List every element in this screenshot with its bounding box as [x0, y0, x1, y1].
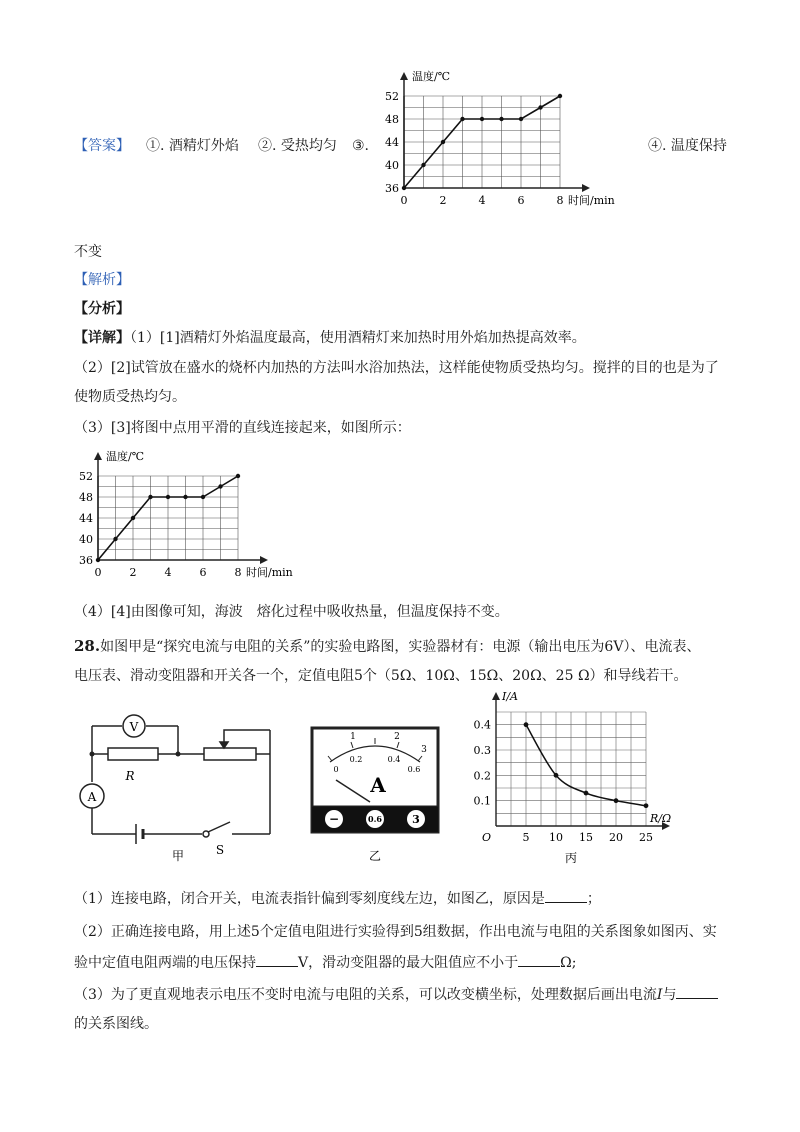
y-axis-label: 温度/℃ [412, 70, 451, 83]
q28-sub3-var: I [656, 987, 663, 1003]
q28-sub3-text: （3）为了更直观地表示电压不变时电流与电阻的关系，可以改变横坐标，处理数据后画出电流 [74, 987, 657, 1003]
data-point [584, 791, 589, 796]
q28-sub3-with: 与 [662, 987, 677, 1003]
scale-small-06: 0.6 [407, 765, 421, 774]
section-fenxi: 【分析】 [74, 301, 130, 317]
detail-p2b: 使物质受热均匀。 [74, 389, 186, 405]
ammeter-label: A [87, 790, 97, 804]
y-tick-label: 40 [79, 533, 93, 546]
y-axis-arrow [492, 692, 500, 700]
detail-p3: （3）[3]将图中点用平滑的直线连接起来，如图所示： [74, 420, 411, 436]
terminal-minus: − [328, 812, 340, 826]
x-tick-label: 0 [94, 566, 102, 579]
data-point [524, 722, 529, 727]
temperature-chart-answer [368, 64, 618, 214]
q28-line1 [74, 636, 700, 657]
switch-label: S [215, 843, 225, 857]
x-tick-label: 20 [609, 831, 623, 844]
answer-4: ④. 温度保持 [648, 138, 727, 154]
section-xiangjie: 【详解】 [74, 330, 130, 346]
origin-label: O [482, 831, 492, 844]
y-tick-label: 52 [79, 470, 93, 483]
x-axis-arrow [582, 184, 590, 192]
terminal-3: 3 [412, 813, 420, 826]
q28-sub3a [74, 984, 718, 1005]
detail-p1 [74, 328, 586, 348]
ammeter-dial [308, 722, 444, 866]
data-point [538, 105, 542, 109]
scale-small-04: 0.4 [387, 755, 401, 764]
answer-1: ①. 酒精灯外焰 [146, 138, 239, 154]
data-point [166, 495, 170, 499]
y-tick-label: 48 [385, 113, 399, 126]
scale-small-0: 0 [333, 765, 339, 774]
q28-line2: 电压表、滑动变阻器和开关各一个，定值电阻5个（5Ω、10Ω、15Ω、20Ω、25 Ω）和导线若干。 [74, 668, 688, 684]
data-point [131, 516, 135, 520]
meter-unit: A [370, 773, 386, 797]
scale-top-1: 1 [350, 732, 356, 742]
x-tick-label: 6 [199, 566, 207, 579]
current-resistance-chart [462, 690, 694, 868]
answer-3: ③. [352, 138, 370, 154]
x-axis-label: 时间/min [568, 194, 615, 207]
blank-1[interactable] [545, 888, 587, 903]
q28-line1-text: 如图甲是“探究电流与电阻的关系”的实验电路图，实验器材有：电源（输出电压为6V）、电流表、 [100, 639, 701, 655]
data-point [113, 537, 117, 541]
data-point [554, 773, 559, 778]
scale-top-2: 2 [394, 732, 400, 742]
q28-sub2-mid: V，滑动变阻器的最大阻值应不小于 [298, 955, 519, 971]
blank-2[interactable] [256, 952, 298, 967]
data-point [183, 495, 187, 499]
x-axis-arrow [260, 556, 268, 564]
data-point [644, 803, 649, 808]
q28-sub2-end: Ω; [560, 955, 577, 971]
x-axis-label: R/Ω [650, 812, 672, 825]
y-axis-label: 温度/℃ [106, 450, 145, 463]
temperature-chart-detail [74, 448, 324, 590]
y-tick-label: 48 [79, 491, 93, 504]
x-tick-label: 25 [639, 831, 653, 844]
x-axis-label: 时间/min [246, 566, 293, 579]
y-tick-label: 52 [385, 90, 399, 103]
circuit-diagram [74, 708, 280, 866]
resistor-r [108, 748, 158, 760]
x-tick-label: 4 [478, 194, 486, 207]
q28-sub2a: （2）正确连接电路，用上述5个定值电阻进行实验得到5组数据，作出电流与电阻的关系图象如图丙、实 [74, 924, 717, 940]
x-tick-label: 2 [129, 566, 137, 579]
data-point [148, 495, 152, 499]
y-tick-label: 0.2 [473, 769, 491, 783]
y-axis-arrow [94, 452, 102, 460]
data-point [201, 495, 205, 499]
detail-p2a: （2）[2]试管放在盛水的烧杯内加热的方法叫水浴加热法，这样能使物质受热均匀。搅拌的目的也是为了 [74, 360, 719, 376]
data-point [402, 186, 406, 190]
meter-caption: 乙 [368, 849, 382, 863]
circuit-caption: 甲 [171, 849, 185, 863]
q28-number: 28. [74, 637, 101, 655]
scale-small-02: 0.2 [349, 755, 363, 764]
data-point [460, 117, 464, 121]
x-tick-label: 8 [234, 566, 242, 579]
data-point [519, 117, 523, 121]
terminal-06: 0.6 [368, 814, 382, 824]
x-tick-label: 2 [439, 194, 447, 207]
x-tick-label: 6 [517, 194, 525, 207]
data-point [480, 117, 484, 121]
y-tick-label: 0.1 [473, 794, 491, 808]
rheostat [204, 748, 256, 760]
y-tick-label: 0.3 [473, 744, 491, 757]
answer-2: ②. 受热均匀 [258, 138, 337, 154]
detail-p4: （4）[4]由图像可知，海波 熔化过程中吸收热量，但温度保持不变。 [74, 604, 509, 620]
y-axis-arrow [400, 72, 408, 80]
data-point [218, 484, 222, 488]
x-tick-label: 0 [400, 194, 408, 207]
q28-sub1 [74, 888, 601, 909]
blank-3[interactable] [518, 952, 560, 967]
detail-p1-text: （1）[1]酒精灯外焰温度最高，使用酒精灯来加热时用外焰加热提高效率。 [130, 330, 586, 346]
y-tick-label: 0.4 [473, 718, 491, 732]
section-jiexi: 【解析】 [74, 272, 130, 288]
q28-sub2-text: 验中定值电阻两端的电压保持 [74, 955, 256, 971]
scale-top-3: 3 [421, 745, 427, 755]
answer-tag: 【答案】 [74, 138, 130, 154]
y-tick-label: 44 [79, 512, 93, 525]
q28-sub1-end: ； [586, 891, 601, 907]
x-tick-label: 5 [522, 831, 530, 844]
q28-sub3b: 的关系图线。 [74, 1016, 158, 1032]
data-point [441, 140, 445, 144]
q28-sub2b [74, 952, 576, 973]
q28-sub1-text: （1）连接电路，闭合开关，电流表指针偏到零刻度线左边，如图乙，原因是 [74, 891, 545, 907]
y-tick-label: 36 [385, 182, 399, 195]
data-point [499, 117, 503, 121]
y-tick-label: 36 [79, 554, 93, 567]
blank-4[interactable] [676, 984, 718, 999]
answer-4-continued: 不变 [74, 244, 102, 260]
voltmeter-label: V [129, 720, 139, 734]
data-point [558, 94, 562, 98]
data-point [96, 558, 100, 562]
x-tick-label: 4 [164, 566, 172, 579]
x-tick-label: 15 [579, 831, 593, 844]
x-tick-label: 8 [556, 194, 564, 207]
y-axis-label: I/A [502, 690, 518, 703]
resistor-label: R [125, 769, 135, 783]
y-tick-label: 40 [385, 159, 399, 172]
data-point [421, 163, 425, 167]
data-point [614, 798, 619, 803]
data-point [236, 474, 240, 478]
ir-chart-caption: 丙 [564, 851, 578, 865]
y-tick-label: 44 [385, 136, 399, 149]
x-tick-label: 10 [549, 831, 563, 844]
